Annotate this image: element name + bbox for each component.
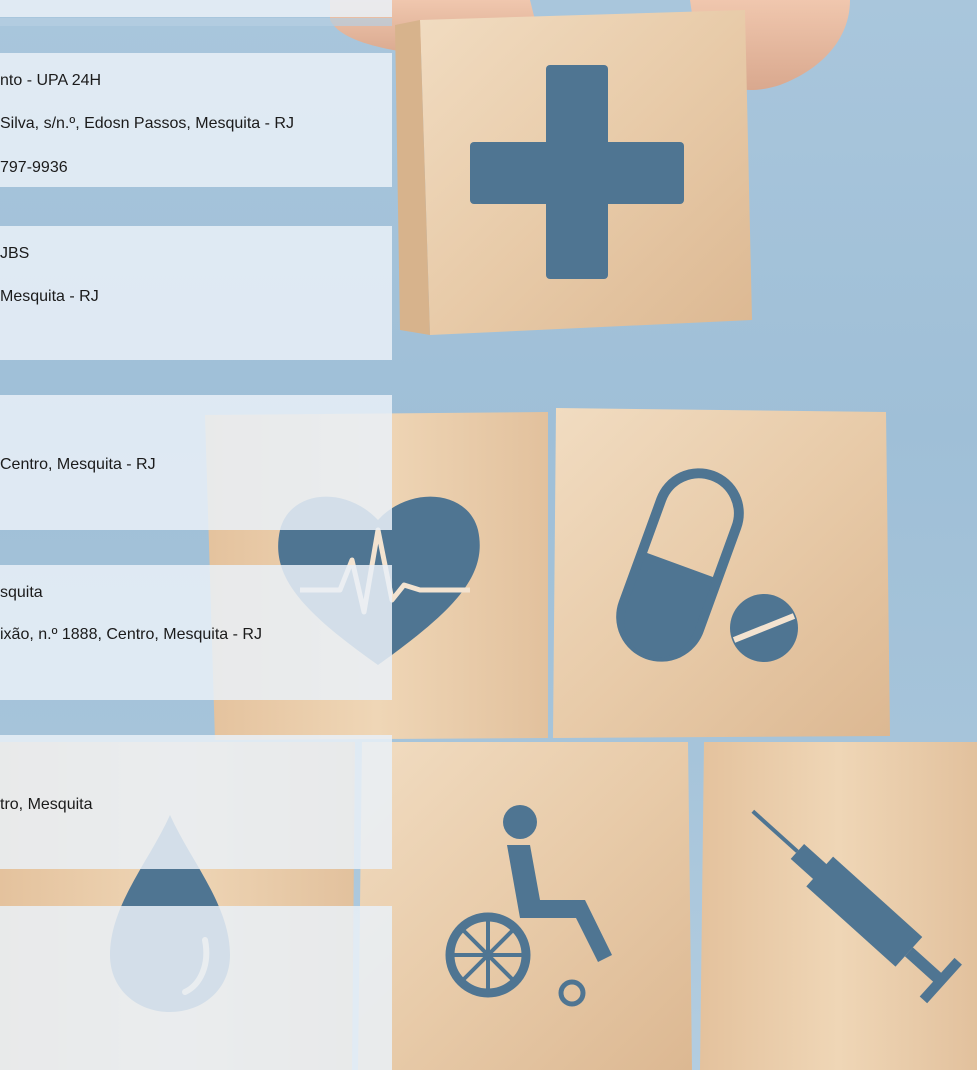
info-card-5 (0, 565, 392, 700)
block-plus (395, 10, 752, 335)
card-line: JBS (0, 245, 30, 262)
card-line: 797-9936 (0, 159, 68, 176)
info-card-2 (0, 53, 392, 187)
info-card-4 (0, 395, 392, 530)
card-line: tro, Mesquita (0, 796, 93, 813)
card-line: Centro, Mesquita - RJ (0, 456, 156, 473)
card-line: Mesquita - RJ (0, 288, 99, 305)
block-syringe (700, 742, 977, 1070)
card-line: ixão, n.º 1888, Centro, Mesquita - RJ (0, 626, 262, 643)
card-line: Silva, s/n.º, Edosn Passos, Mesquita - RJ (0, 115, 294, 132)
block-wheelchair (358, 742, 692, 1070)
card-line: squita (0, 584, 43, 601)
info-card-3 (0, 226, 392, 360)
info-card-7 (0, 906, 392, 1070)
card-line: nto - UPA 24H (0, 72, 102, 89)
info-card-6 (0, 735, 392, 869)
info-card-1 (0, 0, 392, 17)
block-pill (553, 408, 890, 738)
